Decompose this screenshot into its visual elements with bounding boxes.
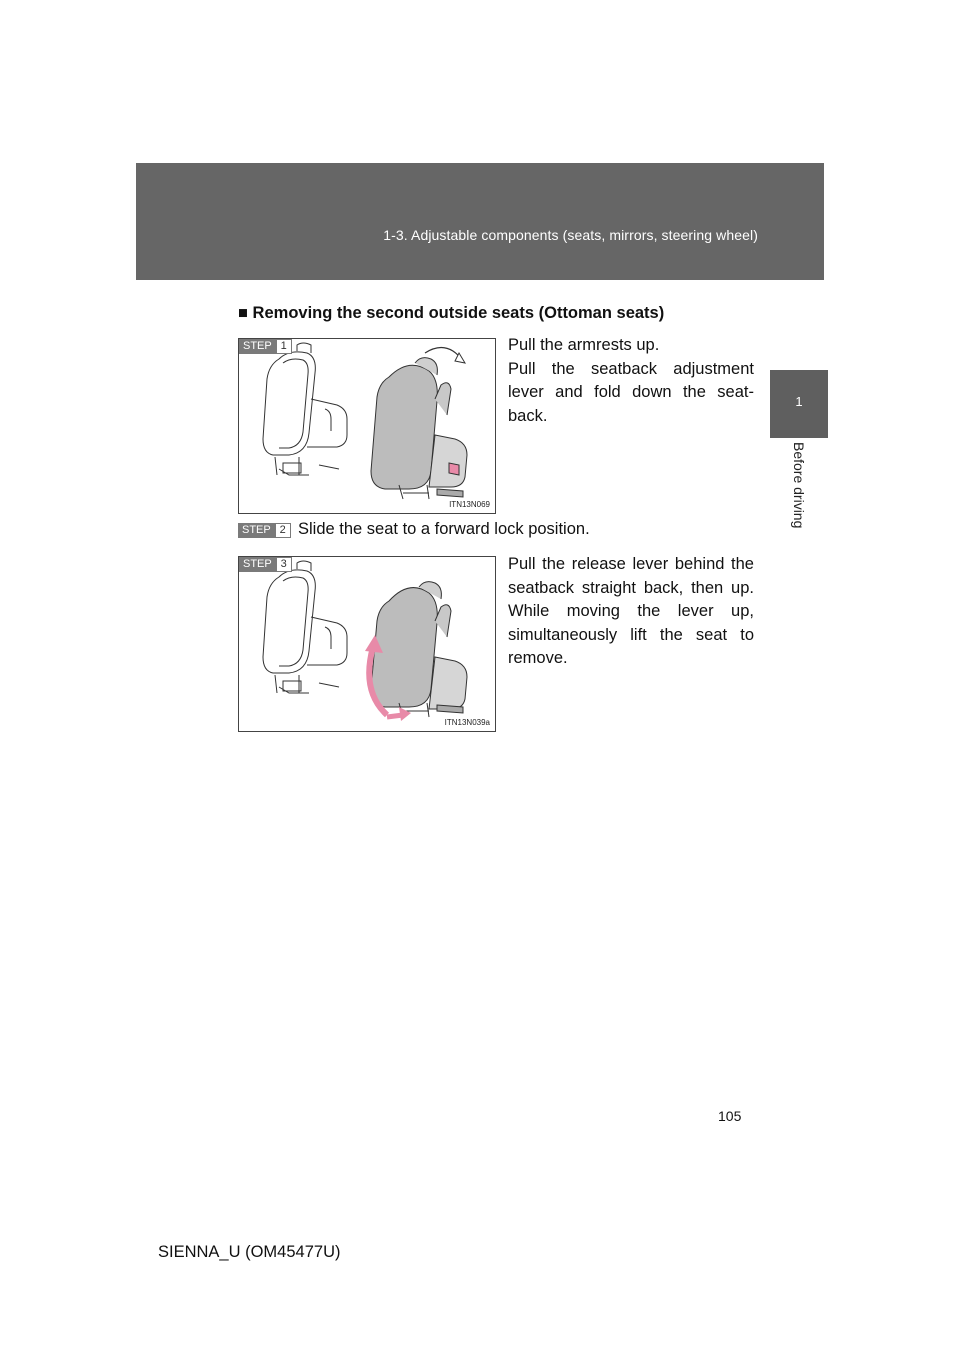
- chapter-label: [770, 440, 828, 550]
- step-badge-number: 1: [276, 339, 292, 354]
- chapter-tab[interactable]: [770, 370, 828, 438]
- page-number: 105: [718, 1108, 742, 1124]
- seat-fold-illustration: [239, 339, 495, 513]
- seat-removal-illustration: [239, 557, 495, 731]
- section-title: 1-3. Adjustable components (seats, mirrors, steering wheel): [383, 227, 758, 243]
- header-band: [136, 163, 824, 280]
- step-badge-word: STEP: [239, 557, 276, 572]
- figure-code: ITN13N069: [449, 500, 490, 509]
- step-1-figure: [238, 338, 496, 514]
- chapter-label-text: Before driving: [791, 442, 807, 529]
- chapter-number: 1: [795, 394, 803, 409]
- step-3-paragraph: Pull the release lever behind the seatback straight back, then up. While moving the lever up, simultaneously lift the seat to remove.: [508, 555, 754, 667]
- step-3-figure: [238, 556, 496, 732]
- step-badge-number: 2: [275, 523, 291, 538]
- figure-code: ITN13N039a: [444, 718, 490, 727]
- step-1-line-1: Pull the armrests up.: [508, 336, 660, 354]
- step-badge-word: STEP: [239, 339, 276, 354]
- step-1-badge: [239, 339, 292, 354]
- step-1-text: [508, 334, 754, 428]
- section-heading: ■ Removing the second outside seats (Ottoman seats): [238, 304, 665, 322]
- step-3-text: [508, 553, 754, 671]
- step-1-line-2: Pull the seatback adjustment lever and fold down the seat-back.: [508, 359, 754, 425]
- step-2-text: Slide the seat to a forward lock position.: [298, 520, 590, 538]
- step-badge-number: 3: [276, 557, 292, 572]
- document-code: SIENNA_U (OM45477U): [158, 1243, 341, 1261]
- step-2-badge: [238, 523, 291, 538]
- step-badge-word: STEP: [238, 523, 275, 538]
- step-3-badge: [239, 557, 292, 572]
